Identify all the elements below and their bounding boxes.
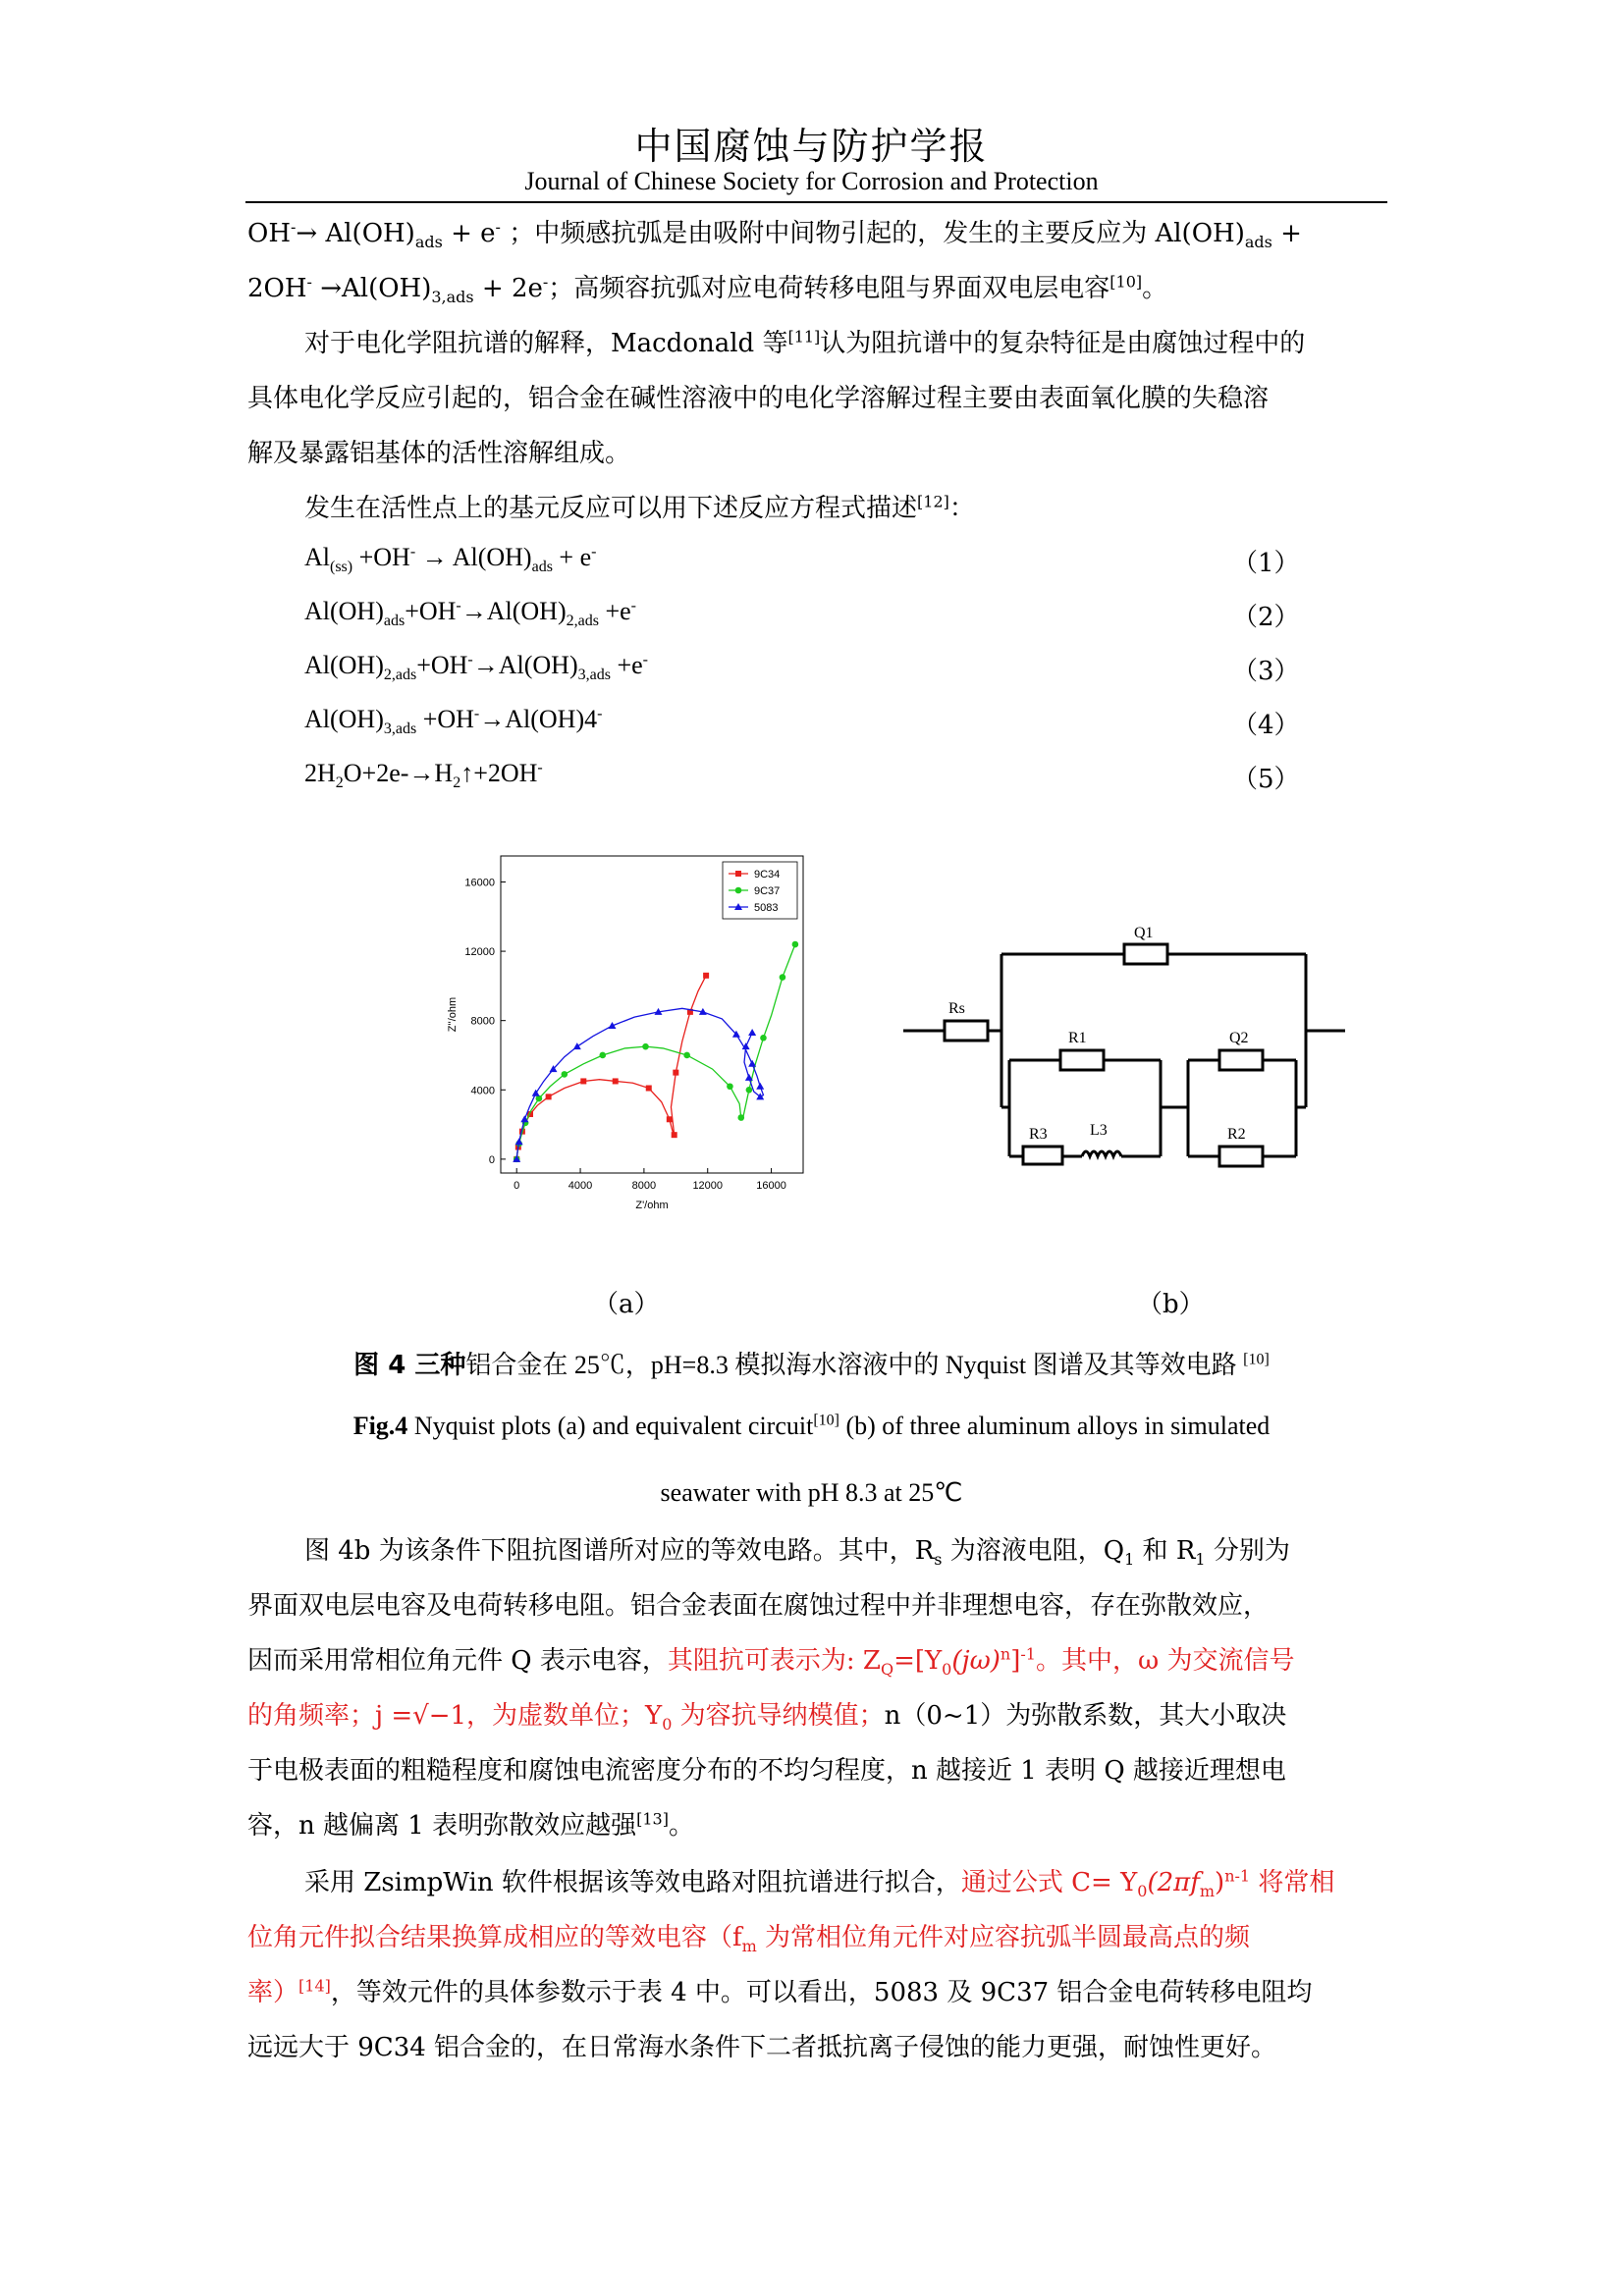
y-tick-label: 16000 bbox=[464, 877, 495, 889]
r1-label: R1 bbox=[1068, 1030, 1087, 1046]
data-point-9C34 bbox=[646, 1086, 652, 1092]
data-point-9C37 bbox=[760, 1035, 767, 1041]
equation-1: $Al_{(ss)} +OH^- \to Al(OH)_{ads} + e^-$ bbox=[304, 543, 597, 576]
equation-5-number: （5） bbox=[1232, 765, 1300, 794]
y-tick-label: 12000 bbox=[464, 946, 495, 959]
y-tick-label: 4000 bbox=[470, 1085, 495, 1097]
legend-label-9C34: 9C34 bbox=[754, 869, 781, 881]
data-point-9C37 bbox=[683, 1052, 690, 1059]
r2-resistor bbox=[1219, 1147, 1263, 1166]
data-point-9C34 bbox=[673, 1070, 678, 1076]
data-point-9C37 bbox=[737, 1114, 744, 1121]
subfigure-label-b: （b） bbox=[1137, 1290, 1205, 1319]
l3-inductor bbox=[1082, 1151, 1121, 1156]
subfigure-label-a: （a） bbox=[593, 1290, 660, 1319]
r1-resistor bbox=[1060, 1050, 1104, 1070]
data-point-9C34 bbox=[672, 1132, 677, 1138]
q1-label: Q1 bbox=[1134, 925, 1154, 941]
header-divider bbox=[245, 201, 1387, 203]
data-point-9C37 bbox=[599, 1052, 606, 1059]
data-point-9C34 bbox=[580, 1078, 586, 1084]
legend-label-9C37: 9C37 bbox=[754, 885, 781, 897]
x-axis-label: Z'/ohm bbox=[635, 1200, 669, 1211]
q2-element bbox=[1219, 1050, 1263, 1070]
figure-caption-en-2: seawater with pH 8.3 at 25℃ bbox=[660, 1478, 963, 1507]
data-point-9C37 bbox=[746, 1087, 753, 1094]
rs-label: Rs bbox=[948, 1000, 965, 1017]
rs-resistor bbox=[945, 1021, 988, 1041]
figure-caption-en-1: Fig.4 Nyquist plots (a) and equivalent circuit[10] (b) of three aluminum alloys in simulated bbox=[352, 1412, 1271, 1440]
data-point-9C37 bbox=[642, 1043, 649, 1050]
legend-label-5083: 5083 bbox=[754, 902, 779, 914]
x-tick-label: 0 bbox=[514, 1180, 520, 1192]
legend-marker-9C37 bbox=[735, 887, 742, 894]
equation-1-number: （1） bbox=[1232, 549, 1300, 578]
equivalent-circuit bbox=[903, 903, 1345, 1188]
r2-label: R2 bbox=[1227, 1126, 1246, 1143]
y-axis-label: Z''/ohm bbox=[447, 996, 459, 1033]
q2-label: Q2 bbox=[1229, 1030, 1249, 1046]
l3-label: L3 bbox=[1090, 1122, 1108, 1139]
equation-3-number: （3） bbox=[1232, 657, 1300, 686]
legend-marker-9C34 bbox=[735, 871, 741, 877]
data-point-9C37 bbox=[727, 1083, 733, 1090]
equation-4: $Al(OH)_{3,ads} +OH^-\to Al(OH)4^-$ bbox=[304, 705, 603, 738]
x-tick-label: 12000 bbox=[692, 1180, 724, 1192]
figure-caption-cn: 图 4 三种铝合金在 25℃，pH=8.3 模拟海水溶液中的 Nyquist 图谱及其等效电路 [10] bbox=[353, 1351, 1270, 1380]
data-point-9C37 bbox=[562, 1071, 568, 1078]
equation-2-number: （2） bbox=[1232, 603, 1300, 632]
r3-label: R3 bbox=[1029, 1126, 1048, 1143]
equation-3: $Al(OH)_{2,ads}+OH^-\to Al(OH)_{3,ads} +e^-$ bbox=[304, 651, 648, 684]
journal-title-en: Journal of Chinese Society for Corrosion and Protection bbox=[524, 167, 1099, 195]
q1-element bbox=[1124, 944, 1167, 964]
y-tick-label: 8000 bbox=[470, 1015, 495, 1028]
data-point-9C34 bbox=[703, 973, 709, 979]
data-point-9C37 bbox=[780, 974, 786, 981]
data-point-9C34 bbox=[546, 1094, 552, 1099]
x-tick-label: 16000 bbox=[756, 1180, 786, 1192]
nyquist-chart bbox=[442, 844, 815, 1212]
data-point-9C34 bbox=[667, 1116, 673, 1122]
equation-2: $Al(OH)_{ads}+OH^-\to Al(OH)_{2,ads} +e^-$ bbox=[304, 597, 636, 630]
journal-title-cn: 中国腐蚀与防护学报 bbox=[634, 125, 989, 168]
equation-4-number: （4） bbox=[1232, 711, 1300, 740]
data-point-9C34 bbox=[613, 1078, 619, 1084]
x-tick-label: 4000 bbox=[568, 1180, 593, 1192]
data-point-9C37 bbox=[792, 941, 799, 948]
equation-5: $2H_2O+2e-\to H_2↑+2OH^-$ bbox=[304, 759, 543, 792]
r3-resistor bbox=[1023, 1147, 1062, 1164]
y-tick-label: 0 bbox=[488, 1153, 495, 1166]
x-tick-label: 8000 bbox=[631, 1180, 657, 1192]
